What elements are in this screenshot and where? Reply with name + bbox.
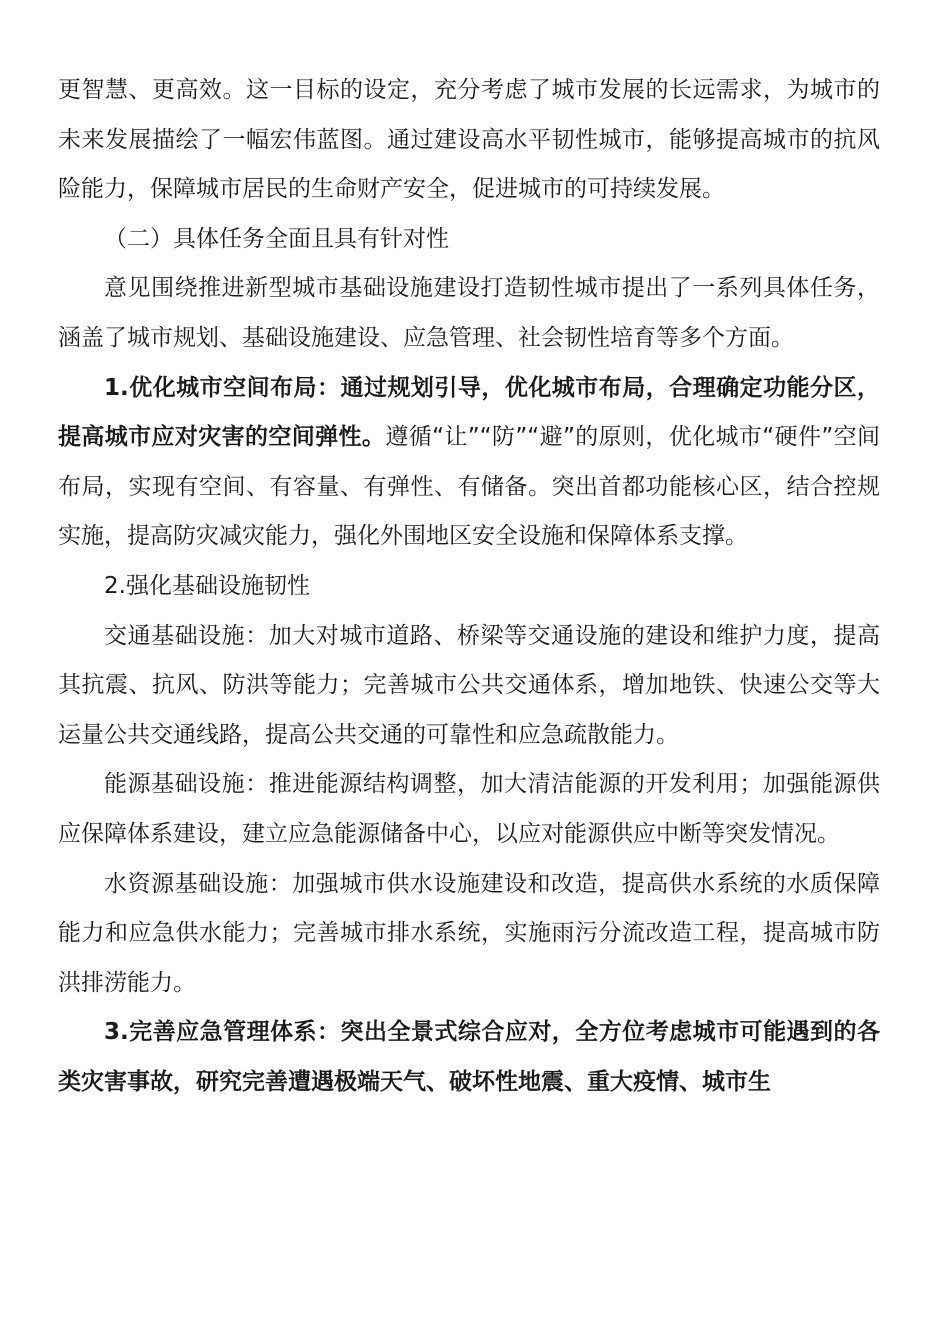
paragraph-text: 遵循“让”“防”“避”的原则，优化城市“硬件”空间布局，实现有空间、有容量、有弹性、有储备。突出首都功能核心区，结合控规实施，提高防灾减灾能力，强化外围地区安全设施和保障体系支撑。 bbox=[58, 424, 881, 550]
section-heading-2 bbox=[58, 215, 880, 265]
subheading-text: 2.强化基础设施韧性 bbox=[104, 572, 310, 599]
paragraph-energy bbox=[58, 760, 880, 859]
paragraph-water bbox=[58, 860, 880, 1009]
paragraph-text: 水资源基础设施：加强城市供水设施建设和改造，提高供水系统的水质保障能力和应急供水能力；完善城市排水系统，实施雨污分流改造工程，提高城市防洪排涝能力。 bbox=[58, 870, 880, 996]
paragraph-text: 意见围绕推进新型城市基础设施建设打造韧性城市提出了一系列具体任务，涵盖了城市规划、基础设施建设、应急管理、社会韧性培育等多个方面。 bbox=[58, 275, 880, 351]
document-page bbox=[58, 66, 880, 1107]
paragraph-text: 交通基础设施：加大对城市道路、桥梁等交通设施的建设和维护力度，提高其抗震、抗风、防洪等能力；完善城市公共交通体系，增加地铁、快速公交等大运量公共交通线路，提高公共交通的可靠性和应急疏散能力。 bbox=[58, 622, 880, 748]
paragraph-text: 能源基础设施：推进能源结构调整，加大清洁能源的开发利用；加强能源供应保障体系建设，建立应急能源储备中心，以应对能源供应中断等突发情况。 bbox=[58, 771, 880, 847]
paragraph-transport bbox=[58, 612, 880, 761]
subheading-task-2 bbox=[58, 562, 880, 612]
paragraph-text: 更智慧、更高效。这一目标的设定，充分考虑了城市发展的长远需求，为城市的未来发展描绘了一幅宏伟蓝图。通过建设高水平韧性城市，能够提高城市的抗风险能力，保障城市居民的生命财产安全，促进城市的可持续发展。 bbox=[58, 77, 880, 203]
task-3-bold-lead: 3.完善应急管理体系：突出全景式综合应对，全方位考虑城市可能遇到的各类灾害事故，研究完善遭遇极端天气、破坏性地震、重大疫情、城市生 bbox=[58, 1019, 880, 1095]
paragraph-task-3 bbox=[58, 1008, 880, 1107]
paragraph-intro-continued bbox=[58, 66, 880, 215]
heading-text: （二）具体任务全面且具有针对性 bbox=[104, 225, 449, 252]
paragraph-tasks-overview bbox=[58, 264, 880, 363]
task-1-bold-lead: 1.优化城市空间布局：通过规划引导，优化城市布局，合理确定功能分区，提高城市应对灾害的空间弹性。 bbox=[58, 374, 880, 451]
paragraph-task-1 bbox=[58, 364, 880, 562]
